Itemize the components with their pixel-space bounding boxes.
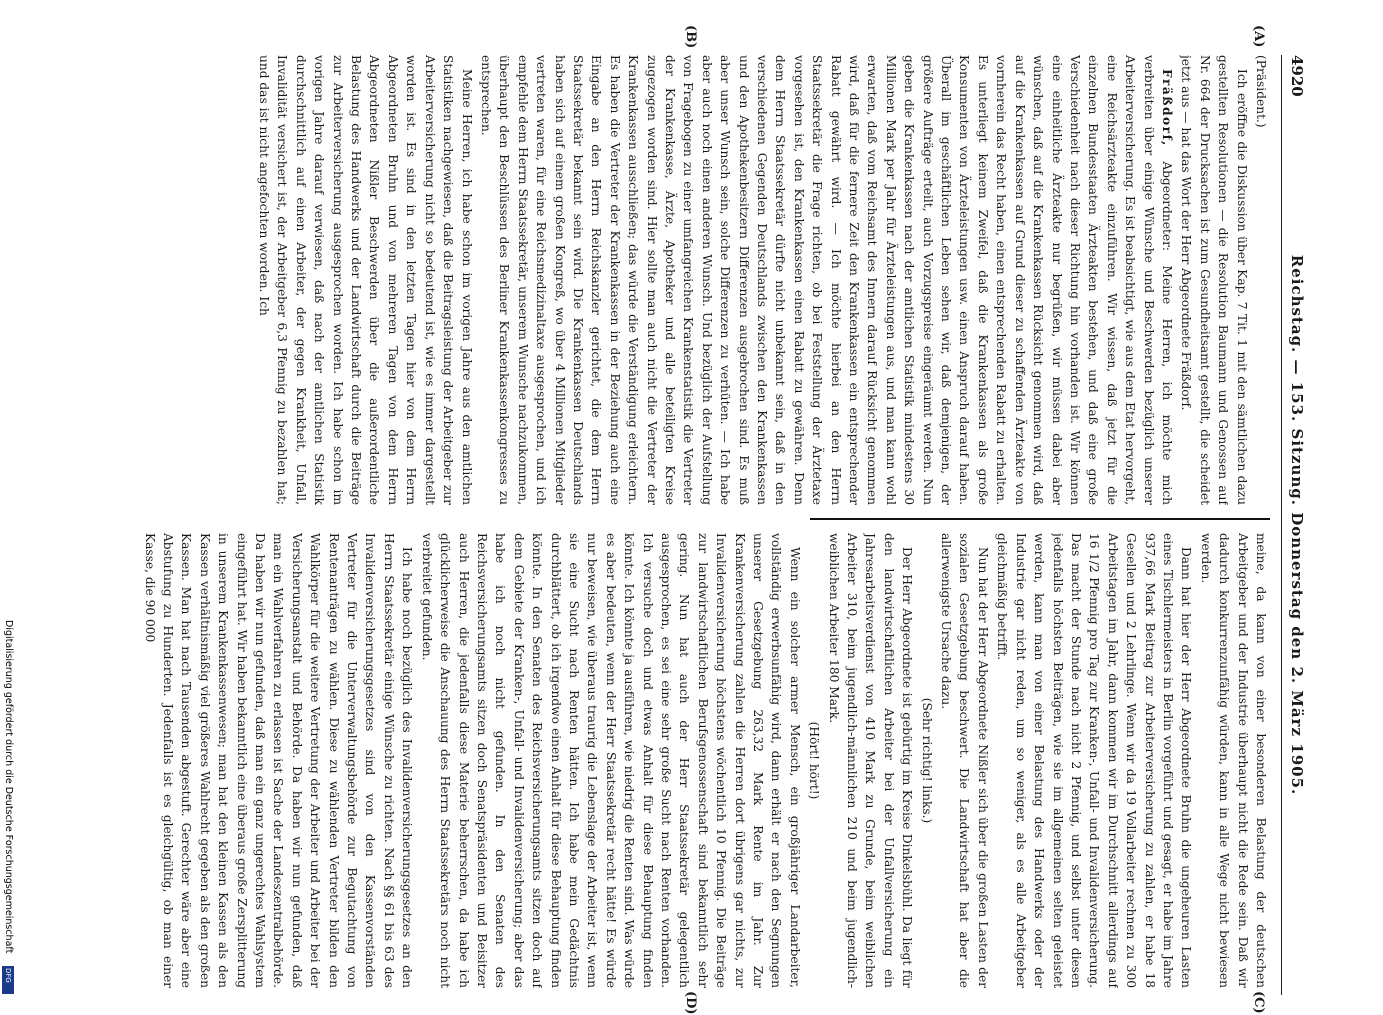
margin-mark-b: (B) bbox=[683, 25, 698, 49]
paragraph bbox=[477, 55, 1176, 505]
paragraph: meine, da kann von einer besonderen Belastung der deutschen Arbeitgeber und der Industrie überhaupt nicht die Rede sein. Daß wir dadurch konkurrenzunfähig würden, kann in alle Wege nicht bewiesen werden. bbox=[1198, 533, 1268, 988]
column-divider bbox=[810, 518, 1270, 520]
digitization-credit bbox=[2, 620, 16, 1000]
page-number: 4920 bbox=[1288, 55, 1306, 97]
speaker-name: Fräßdorf, bbox=[1159, 69, 1174, 147]
paragraph: Wenn ein solcher armer Mensch, ein großjähriger Landarbeiter, vollständig erwerbsunfähig wird, dann erhält er nach den Segnungen unserer Gesetzgebung 263,32 Mark Rente im Jahr. Zur Krankenversicherung zahlen die Herren dort übrigens gar nichts, zur Invalidenversicherung höchstens wöchentlich 10 Pfennig. Die Beiträge zur landwirtschaftlichen Berufsgenossenschaft sind bekanntlich sehr gering. Nun hat auch der Herr Staatssekretär gelegentlich ausgesprochen, es sei eine sehr große Sucht nach Renten vorhanden. Ich versuche doch und etwas Anhalt für diese Behauptung finden könnte. Ich könnte ja ausführen, wie niedrig die Renten sind. Was würde es aber bedeuten, wenn der Herr Staatssekretär recht hätte! Es würde nur beweisen, wie überaus traurig die Lebenslage der Arbeiter ist, wenn sie eine Sucht nach Renten hätten. Ich habe mein Gedächtnis durchblättert, ob ich irgendwo einen Anhalt für diese Behauptung finden könnte. In den Senaten des Reichsversicherungsamts sitzen doch auf dem Gebiete der Kranken-, Unfall- und Invalidenversicherung; aber das habe ich noch nicht gefunden. In den Senaten des Reichsversicherungsamts sitzen doch Senatspräsidenten und Beisitzer auch Herren, die jedenfalls diese Materie beherrschen, da habe ich glücklicherweise die Anschauung des Herrn Staatssekretärs noch nicht verbreitet gefunden. bbox=[419, 533, 802, 988]
paragraph: Ich habe noch bezüglich des Invalidenversicherungsgesetzes an den Herrn Staatssekretär einige Wünsche zu richten. Nach §§ 61 bis 63 des Invalidenversicherungsgesetzes sind von den Kassenvorständen Vertreter für die Unterverwaltungsbehörde zur Begutachtung von Rentenanträgen zu wählen. Diese zu wählenden Vertreter bilden den Wahlkörper für die weitere Vertretung der Arbeiter und Arbeiter bei der Versicherungsanstalt und Behörde. Da haben wir nun gefunden, daß man ein Wahlverfahren zu erlassen ist Sache der Landeszentralbehörde. Da haben wir nun gefunden, daß man ein ganz ungerechtes Wahlsystem eingeführt hat. Wir haben bekanntlich eine überaus große Zersplitterung in unserem Krankenkassenwesen; man hat den kleinen Kassen als den Kassen verhältnismäßig viel größeres Wahlrecht gegeben als den großen Kassen. Man hat nach Tausenden abgestuft. Gerechter wäre aber eine Abstufung zu Hunderten. Jedenfalls ist es gleichgültig, ob man einer Kasse, die 90 000 bbox=[142, 533, 415, 988]
margin-mark-a: (A) bbox=[1251, 25, 1266, 48]
paragraph: Ich eröffne die Diskussion über Kap. 7 Tit. 1 mit den sämtlichen dazu gestellten Resolutionen — die Resolution Baumann und Genossen auf Nr. 664 der Drucksachen ist zum Gesundheitsamt gestellt, die scheidet jetzt aus — hat das Wort der Herr Abgeordnete Fräßdorf. bbox=[1179, 55, 1249, 505]
paragraph-text: Abgeordneter: Meine Herren, ich möchte mich verbreiten über einige Wünsche und Beschwerden bezüglich unserer Arbeiterversicherung. Es ist beabsichtigt, wie aus dem Etat hervorgeht, eine Reichsärzteakte einzuführen. Wir wissen, daß jetzt für die einzelnen Bundesstaaten Ärzteakten bestehen, und daß eine große Verschiedenheit nach dieser Richtung hin vorhanden ist. Wir können eine einheitliche Ärzteakte nur begrüßen, wir müssen dabei aber wünschen, daß auf die Krankenkassen Rücksicht genommen wird, daß auf die Krankenkassen auf Grund dieser zu schaffenden Ärzteakte von vornherein das Recht haben, einen entsprechenden Rabatt zu erhalten. Es unterliegt keinem Zweifel, daß die Krankenkassen als große Konsumenten von Ärzteleistungen usw. einen Anspruch darauf haben. Überall im geschäftlichen Leben sehen wir, daß demjenigen, der größere Aufträge erteilt, auch Vorzugspreise eingeräumt werden. Nun geben die Krankenkassen nach der amtlichen Statistik mindestens 30 Millionen Mark per Jahr für Ärzteleistungen aus, und man kann wohl erwarten, daß vom Reichsamt des Innern darauf Rücksicht genommen wird, daß für die fernere Zeit den Krankenkassen ein entsprechender Rabatt gewährt wird. — Ich möchte hierbei an den Herrn Staatssekretär die Frage richten, ob bei Feststellung der Ärztetaxe vorgesehen ist, den Krankenkassen einen Rabatt zu gewähren. Denn dem Herrn Staatssekretär dürfte nicht unbekannt sein, daß in den verschiedenen Gegenden Deutschlands zwischen den Krankenkassen und den Apothekenbesitzern Differenzen ausgebrochen sind. Es muß aber unser Wunsch sein, solche Differenzen zu verhüten. — Ich habe aber auch noch einen anderen Wunsch. Und bezüglich der Aufstellung von Fragebogen zu einer umfangreichen Krankenstatistik die Vertreter der Krankenkasse, Ärzte, Apotheker und alle beteiligten Kreise zugezogen worden sind. Hier sollte man auch nicht die Vertreter der Krankenkassen ausschließen; das würde die Verständigung erleichtern. Es haben die Vertreter der Krankenkassen in der Beziehung auch eine Eingabe an den Herrn Reichskanzler gerichtet, die dem Herrn Staatssekretär bekannt sein wird. Die Krankenkassen Deutschlands haben sich auf einem großen Kongreß, wo über 4 Millionen Mitglieder vertreten waren, für eine Reichsmedizinaltaxe ausgesprochen, und ich empfehle dem Herrn Staatssekretär, unserem Wunsche nachzukommen, überhaupt den Beschlüssen des Berliner Krankenkassenkongresses zu entsprechen. bbox=[478, 55, 1174, 505]
paragraph: Dann hat hier der Herr Abgeordnete Bruhn die ungeheuren Lasten eines Tischlermeisters in Berlin vorgeführt und gesagt, er habe im Jahre 937,66 Mark Beitrag zur Arbeiterversicherung zu zahlen, er habe 18 Gesellen und 2 Lehrlinge. Wenn wir da 19 Vollarbeiter rechnen zu 300 Arbeitstagen im Jahr, dann kommen wir im Durchschnitt allerdings auf 16 1/2 Pfennig pro Tag zur Kranken-, Unfall- und Invalidenversicherung. Das macht der Stunde nach nicht 2 Pfennig, und selbst unter diesen jedenfalls höchsten Beiträgen, wie sie im allgemeinen selten geleistet werden, kann man von einer Belastung des Handwerks oder der Industrie gar nicht reden, um so weniger, als es alle Arbeitgeber gleichmäßig betrifft. bbox=[995, 533, 1194, 988]
dfg-logo bbox=[2, 966, 14, 994]
speaker-note: (Präsident.) bbox=[1254, 55, 1268, 128]
document-page bbox=[40, 25, 1310, 1015]
margin-mark-c: (C) bbox=[1251, 991, 1266, 1014]
paragraph: Meine Herren, ich habe schon im vorigen Jahre aus den amtlichen Statistiken nachgewiesen, daß die Beitragsleistung der Arbeitgeber zur Arbeiterversicherung nicht so bedeutend ist, wie es immer dargestellt worden ist. Es sind in den letzten Tagen hier von dem Herrn Abgeordneten Bruhn und von mehreren Tagen von dem Herrn Abgeordneten Nißler Beschwerden über die außerordentliche Belastung des Handwerks und der Landwirtschaft durch die Beiträge zur Arbeiterversicherung ausgesprochen worden. Ich habe schon im vorigen Jahre darauf verwiesen, daß nach der amtlichen Statistik durchschnittlich auf einen Arbeiter, der gegen Krankheit, Unfall, Invalidität versichert ist, der Arbeitgeber 6,3 Pfennig zu bezahlen hat; und das ist nicht angefochten worden. Ich bbox=[257, 55, 474, 505]
interjection: (Hört! hört!) bbox=[807, 721, 822, 800]
digitization-credit-text: Digitalisierung gefördert durch die Deutsche Forschungsgemeinschaft bbox=[3, 620, 14, 954]
paragraph: Der Herr Abgeordnete ist gebürtig im Kreise Dinkelsbühl. Da liegt für den landwirtschaftlichen Arbeiter bei der Unfallversicherung ein Jahresarbeitsverdienst von 410 Mark zu Grunde, beim weiblichen Arbeiter 310, beim jugendlich-männlichen 210 und beim jugendlich-weiblichen Arbeiter 180 Mark. bbox=[826, 533, 915, 988]
page-header bbox=[1281, 55, 1310, 995]
interjection: (Sehr richtig! links.) bbox=[919, 697, 934, 824]
dfg-logo-text: DFG bbox=[4, 968, 12, 983]
paragraph: Nun hat der Herr Abgeordnete Nißler sich über die großen Lasten der sozialen Gesetzgebung beschwert. Die Landwirtschaft hat aber die allerwenigste Ursache dazu. bbox=[939, 533, 990, 988]
page-title: Reichstag. — 153. Sitzung. Donnerstag den 2. März 1905. bbox=[1288, 254, 1306, 796]
left-column bbox=[50, 55, 1270, 505]
margin-mark-d: (D) bbox=[683, 991, 698, 1015]
right-column bbox=[50, 533, 1270, 988]
